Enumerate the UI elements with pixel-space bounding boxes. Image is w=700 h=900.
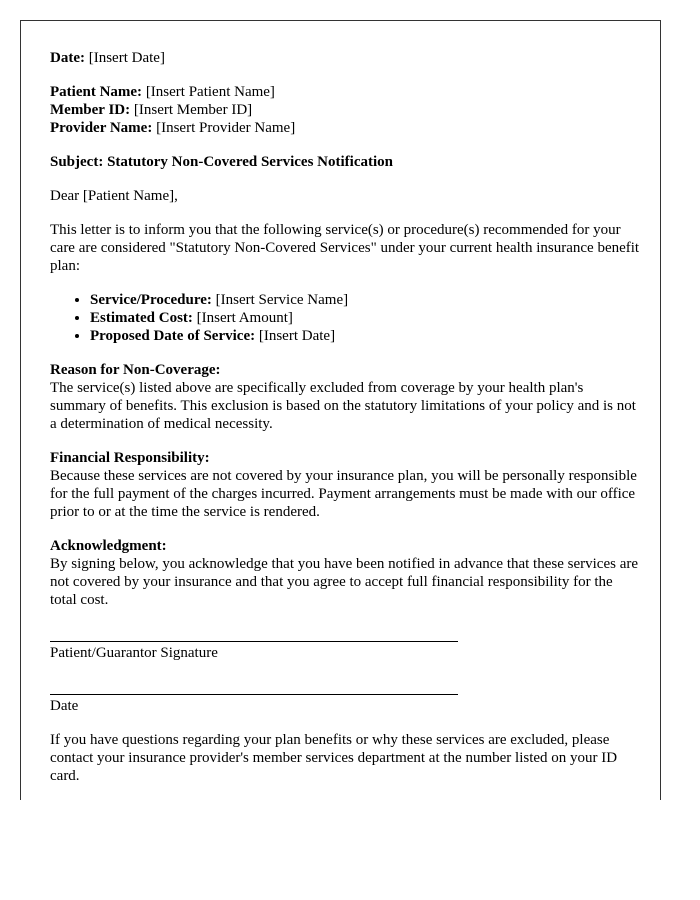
proposed-date-label: Proposed Date of Service: [90, 328, 256, 344]
provider-name-value: [Insert Provider Name] [156, 120, 296, 136]
provider-name-label: Provider Name: [50, 120, 153, 136]
patient-name-label: Patient Name: [50, 84, 143, 100]
salutation: Dear [Patient Name], [50, 188, 178, 204]
list-item [90, 291, 640, 309]
reason-heading: Reason for Non-Coverage: [50, 362, 221, 378]
estimated-cost-label: Estimated Cost: [90, 310, 193, 326]
letter-page [20, 20, 661, 800]
list-item [90, 327, 640, 345]
member-id-line [50, 101, 640, 119]
reason-section [50, 361, 640, 433]
member-id-label: Member ID: [50, 102, 131, 118]
intro-paragraph: This letter is to inform you that the following service(s) or procedure(s) recommended for your care are considered "Statutory Non-Covered Services" under your current health insurance benefit plan: [50, 222, 640, 274]
subject-line: Subject: Statutory Non-Covered Services Notification [50, 154, 394, 170]
financial-section [50, 449, 640, 521]
acknowledgment-heading: Acknowledgment: [50, 538, 167, 554]
date-value: [Insert Date] [88, 50, 165, 66]
patient-name-line [50, 83, 640, 101]
provider-name-line [50, 119, 640, 137]
services-list [50, 291, 640, 345]
date-signature-line[interactable] [50, 694, 458, 695]
patient-name-value: [Insert Patient Name] [145, 84, 275, 100]
estimated-cost-value: [Insert Amount] [196, 310, 293, 326]
list-item [90, 309, 640, 327]
recipient-block [50, 83, 640, 137]
signature-label: Patient/Guarantor Signature [50, 645, 218, 661]
proposed-date-value: [Insert Date] [258, 328, 336, 344]
financial-heading: Financial Responsibility: [50, 450, 210, 466]
service-label: Service/Procedure: [90, 292, 212, 308]
acknowledgment-section [50, 537, 640, 609]
signature-line[interactable] [50, 641, 458, 642]
financial-text: Because these services are not covered by your insurance plan, you will be personally responsible for the full payment of the charges incurred. Payment arrangements must be made with our office prior to or at the time the service is rendered. [50, 468, 637, 520]
date-line [50, 49, 640, 67]
member-id-value: [Insert Member ID] [133, 102, 253, 118]
service-value: [Insert Service Name] [215, 292, 349, 308]
date-label: Date: [50, 50, 85, 66]
closing-paragraph: If you have questions regarding your plan benefits or why these services are excluded, please contact your insurance provider's member services department at the number listed on your ID card. [50, 732, 618, 784]
signature-date-label: Date [50, 698, 79, 714]
reason-text: The service(s) listed above are specifically excluded from coverage by your health plan's summary of benefits. This exclusion is based on the statutory limitations of your policy and is not a determination of medical necessity. [50, 380, 636, 432]
letter-content [50, 49, 640, 785]
acknowledgment-text: By signing below, you acknowledge that you have been notified in advance that these services are not covered by your insurance and that you agree to accept full financial responsibility for the total cost. [50, 556, 639, 608]
